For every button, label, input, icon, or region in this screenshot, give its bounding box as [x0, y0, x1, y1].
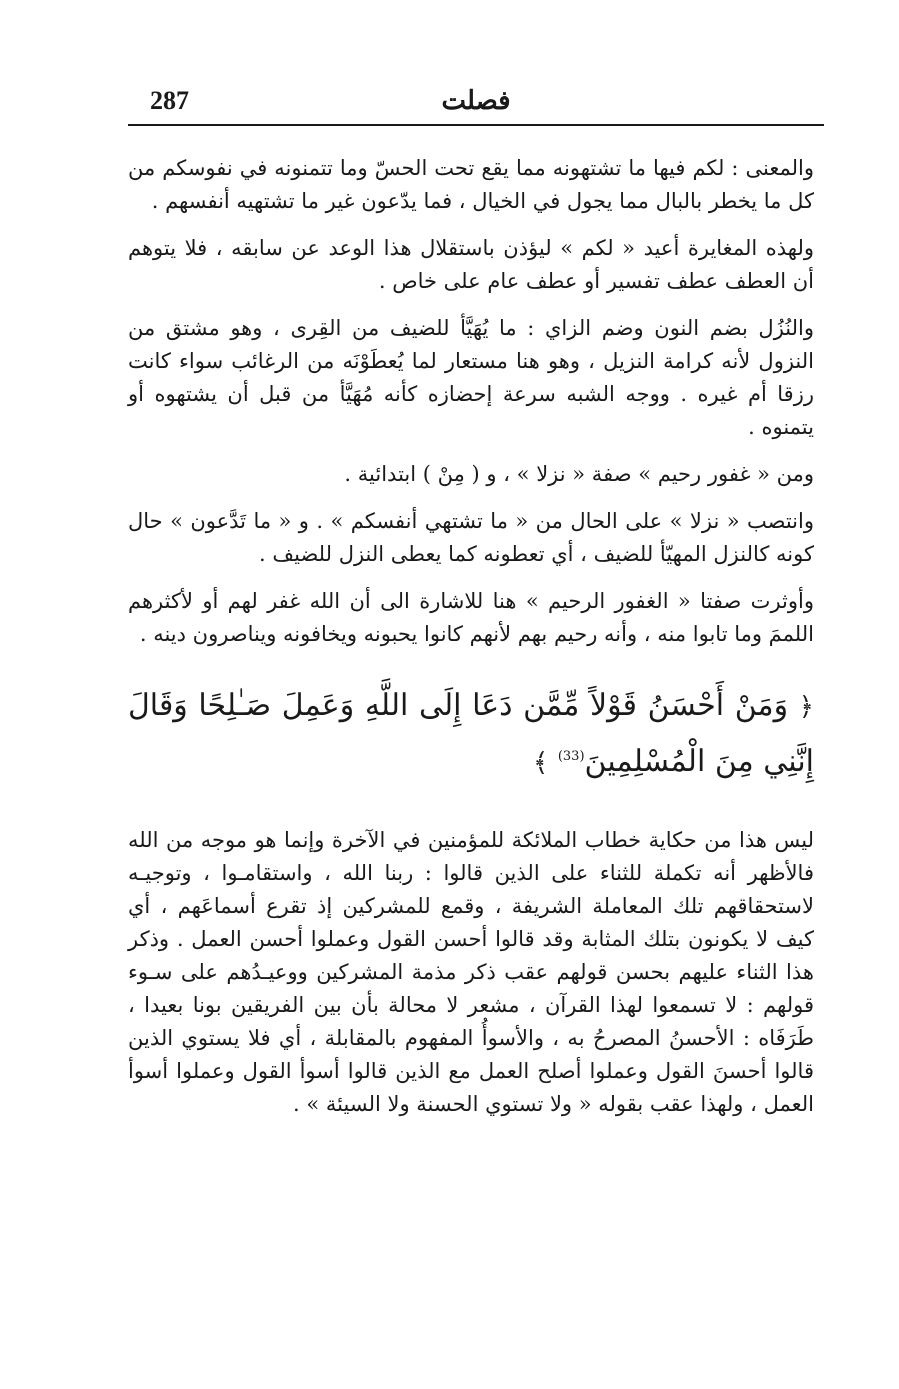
running-title: فصلت: [441, 86, 511, 116]
page-header: [128, 86, 824, 126]
verse-close-ornament: ﴾: [533, 748, 549, 778]
paragraph: ومن « غفور رحيم » صفة « نزلا » ، و ( مِنْ ) ابتدائية .: [344, 462, 814, 486]
verse-number: (33): [557, 749, 585, 764]
paragraph: وأوثرت صفتا « الغفور الرحيم » هنا للاشارة الى أن الله غفر لهم أو لأكثرهم اللممَ وما تابوا منه ، وأنه رحيم بهم لأنهم كانوا يحبونه ويخافونه ويناصرون دينه .: [128, 589, 814, 646]
header-rule: [128, 124, 824, 126]
paragraph: والنُزُل بضم النون وضم الزاي : ما يُهَيَّأ للضيف من القِرى ، وهو مشتق من النزول لأنه كرامة النزيل ، وهو هنا مستعار لما يُعطَوْنَه من الرغائب سواء كانت رزقا أم غيره . ووجه الشبه سرعة إحضازه كأنه مُهَيَّأ من قبل أن يشتهوه أو يتمنوه .: [128, 316, 814, 439]
paragraph: وانتصب « نزلا » على الحال من « ما تشتهي أنفسكم » . و « ما تَدَّعون » حال كونه كالنزل المهيّأ للضيف ، أي تعطونه كما يعطى النزل للضيف .: [128, 509, 814, 566]
verse-commentary: ليس هذا من حكاية خطاب الملائكة للمؤمنين في الآخرة وإنما هو موجه من الله فالأظهر أنه تكملة للثناء على الذين قالوا : ربنا الله ، واستقامـوا ، وتوجيـه لاستحقاقهم تلك المعاملة الشريفة ، وقمع للمشركين إذ تقرع أسماعَهم ، أي كيف لا يكونون بتلك المثابة وقد قالوا أحسن القول وعملوا أحسن العمل . وذكر هذا الثناء عليهم بحسن قولهم عقب ذكر مذمة المشركين ووعيـدُهم على سـوء قولهم : لا تسمعوا لهذا القرآن ، مشعر لا محالة بأن بين الفريقين بونا بعيدا ، طَرَفَاه : الأحسنُ المصرحُ به ، والأسوأُ المفهوم بالمقابلة ، أي فلا يستوي الذين قالوا أحسنَ القول وعملوا أصلح العمل مع الذين قالوا أسوأ القول وعملوا أسوأ العمل ، ولهذا عقب بقوله « ولا تستوي الحسنة ولا السيئة » .: [128, 828, 814, 1116]
page-body: [128, 152, 814, 1135]
verse-open-ornament: ﴿: [798, 692, 814, 722]
paragraph: والمعنى : لكم فيها ما تشتهونه مما يقع تحت الحسّ وما تتمنونه في نفوسكم من كل ما يخطر بالبال مما يجول في الخيال ، فما يدّعون غير ما تشتهيه أنفسهم .: [128, 156, 814, 213]
verse-text: وَمَنْ أَحْسَنُ قَوْلاً مِّمَّن دَعَا إِلَى اللَّهِ وَعَمِلَ صَـٰلِحًا وَقَالَ إِنَّنِي مِنَ الْمُسْلِمِينَ: [128, 688, 814, 779]
quran-verse: [128, 681, 814, 788]
page-number: 287: [150, 86, 189, 115]
paragraph: ولهذه المغايرة أعيد « لكم » ليؤذن باستقلال هذا الوعد عن سابقه ، فلا يتوهم أن العطف عطف تفسير أو عطف عام على خاص .: [128, 236, 814, 293]
